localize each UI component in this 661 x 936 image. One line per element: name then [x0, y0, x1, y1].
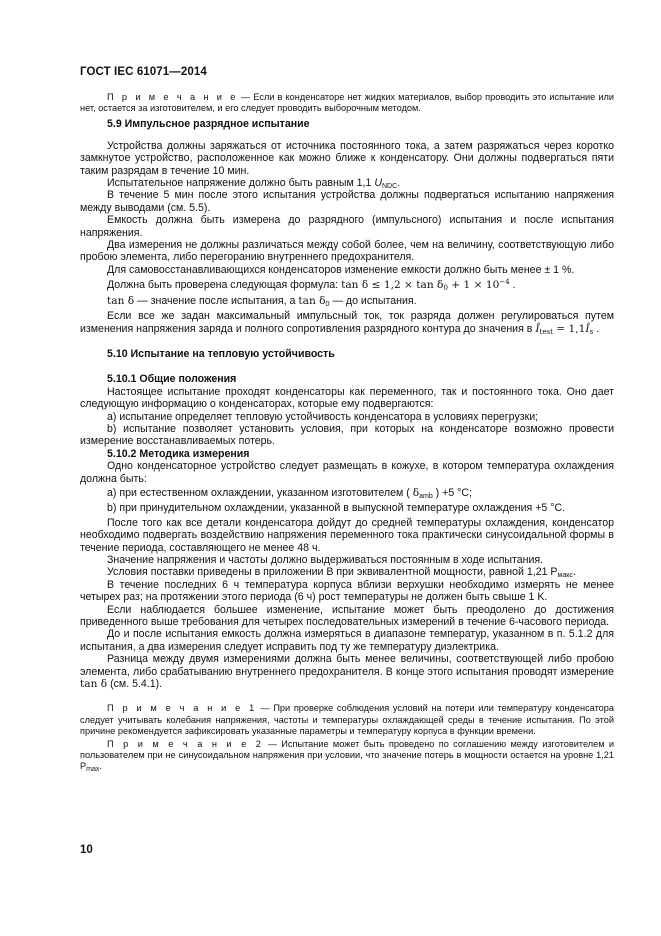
- subsection-5-10-1-title: 5.10.1 Общие положения: [107, 373, 237, 386]
- section-5-9-title: 5.9 Импульсное разрядное испытание: [107, 118, 310, 131]
- s5102-paragraph-6: Если наблюдается большее изменение, испытание может быть преодолено до достижения приведенного выше требования для четырех последовательных измерений в течение 6-часового периода.: [80, 603, 614, 629]
- s5102-paragraph-3: Значение напряжения и частоты должно выдерживаться постоянным в ходе испытания.: [107, 554, 544, 566]
- s59-p9-end: .: [593, 322, 600, 335]
- s59-paragraph-2: [80, 177, 614, 189]
- top-note: [80, 92, 614, 114]
- note-2-text: — Испытание может быть проведено по соглашению между изготовителем и пользователем при не синусоидальном напряжения при условии, что значение потерь в мощности остается на уровне 1,21 P: [80, 739, 614, 772]
- voltage-subscript: NDC: [382, 183, 398, 191]
- current-test-symbol: Î: [535, 322, 540, 335]
- note-1-label: П р и м е ч а н и е 1: [107, 703, 257, 714]
- formula-main: tan δ ≤ 1,2 × tan δ: [341, 279, 444, 292]
- definition-text-1: — значение после испытания, а: [134, 294, 299, 307]
- page-number: 10: [80, 844, 93, 856]
- voltage-symbol: U: [374, 177, 382, 190]
- s5102-item-a: [80, 487, 614, 499]
- p4-text: Условия поставки приведены в приложении В при эквивалентной мощности, равной 1,21 P: [107, 566, 558, 579]
- tan-delta0-subscript: 0: [325, 300, 330, 308]
- current-formula: [535, 323, 593, 335]
- note-1: [80, 703, 614, 737]
- formula-intro: Должна быть проверена следующая формула:: [107, 279, 342, 292]
- subsection-5-10-2-title: 5.10.2 Методика измерения: [107, 447, 250, 460]
- p4-subscript: макс: [557, 572, 573, 580]
- s59-paragraph-4: Емкость должна быть измерена до разрядного (импульсного) испытания и после испытания напряжения.: [80, 214, 614, 239]
- item-a-text: а) при естественном охлаждении, указанном изготовителем (: [107, 486, 413, 499]
- tan-delta-ref: tan δ: [80, 678, 108, 691]
- p4-end: .: [572, 566, 576, 579]
- s5102-paragraph-5: В течение последних 6 ч температура корпуса вблизи верхушки необходимо измерять не менее четырех раз; на протяжении этого периода (6 ч) рост температуры не должен быть свыше 1 K.: [80, 578, 614, 604]
- s59-formula-line: [80, 279, 614, 291]
- definition-text-2: — до испытания.: [329, 294, 417, 307]
- s59-p2-text: Испытательное напряжение должно быть равным 1,1: [107, 177, 375, 190]
- tan-delta0-symbol: tan δ: [298, 294, 326, 307]
- item-a-end: ) +5 °С;: [432, 486, 472, 499]
- current-s-symbol: Î: [585, 322, 590, 335]
- s59-paragraph-1: Устройства должны заряжаться от источника постоянного тока, а затем разряжаться через коротко замкнутое устройство, расположенное как можно ближе к конденсатору. Они должны подвергаться пяти таким разрядам в течение 10 мин.: [80, 139, 614, 177]
- s5102-paragraph-7: До и после испытания емкость должна измеряться в диапазоне температур, указанном в п. 5.1.2 для испытания, а два измерения следует исправить под ту же температуру диэлектрика.: [80, 628, 614, 653]
- s59-p2-end: .: [397, 177, 401, 190]
- s59-p9-text: Если все же задан максимальный импульсный ток, ток разряда должен регулироваться путем изменения напряжения заряда и полного сопротивления разрядного контура до значения в: [80, 310, 614, 335]
- s5102-paragraph-4: [80, 566, 614, 578]
- s59-paragraph-3: В течение 5 мин после этого испытания устройства должны подвергаться испытанию напряжения между выводами (см. 5.5).: [80, 189, 614, 214]
- tan-delta-symbol: tan δ: [107, 294, 135, 307]
- note-2-end: .: [99, 761, 102, 772]
- note-2-subscript: max: [86, 766, 100, 774]
- standard-header: ГОСТ IEC 61071—2014: [80, 66, 207, 78]
- s59-paragraph-5: Два измерения не должны различаться между собой более, чем на величину, соответствующую либо пробою элемента, либо перегоранию внутреннего предохранителя.: [80, 239, 614, 264]
- p8-text: Разница между двумя измерениями должна быть менее величины, соответствующей либо пробою элемента, либо срабатыванию внутреннего предохранителя. В конце этого испытания проводят измерение: [80, 653, 614, 678]
- note-2-label: П р и м е ч а н и е 2: [107, 739, 264, 750]
- section-5-10-title: 5.10 Испытание на тепловую устойчивость: [107, 347, 335, 360]
- formula-sub: 0: [443, 284, 448, 293]
- s5101-paragraph-1: Настоящее испытание проходят конденсаторы как переменного, так и постоянного тока. Оно дает следующую информацию о конденсаторах, которые ему подвергаются:: [80, 385, 614, 411]
- note-1-text: — При проверке соблюдения условий на потери или температуру конденсатора следует учитывать колебания напряжения, частоты и температуры охлаждающей среды в течение испытания. По этой причине рекомендуется зафиксировать указанные параметры и температуру корпуса в функции времени.: [80, 703, 615, 736]
- s5101-item-a: а) испытание определяет тепловую устойчивость конденсатора в условиях перегрузки;: [107, 410, 539, 423]
- tan-delta-formula: [341, 279, 510, 291]
- delta-amb-subscript: amb: [419, 492, 433, 500]
- s59-paragraph-9: [80, 310, 614, 335]
- s5102-paragraph-2: После того как все детали конденсатора дойдут до средней температуры охлаждения, конденсатор необходимо подвергать воздействию напряжения переменного тока практически синусоидальной формы в течение периода, составляющего не менее 48 ч.: [80, 516, 614, 554]
- p8-end: (см. 5.4.1).: [107, 678, 163, 691]
- current-equals: = 1,1: [552, 322, 586, 335]
- s5101-item-b: b) испытание позволяет установить условия, при которых на конденсаторе возможно провести измерение восстанавливаемых потерь.: [80, 422, 614, 448]
- note-2: [80, 739, 614, 773]
- note-text: — Если в конденсаторе нет жидких материалов, выбор проводить это испытание или нет, остается за изготовителем, и его следует проводить выборочным методом.: [80, 92, 614, 114]
- formula-tail: + 1 × 10: [447, 279, 500, 292]
- current-test-subscript: test: [539, 327, 553, 336]
- formula-end: .: [509, 279, 516, 292]
- s59-definition-line: [80, 295, 614, 307]
- formula-sup: −4: [499, 278, 510, 287]
- note-label: П р и м е ч а н и е: [107, 92, 238, 102]
- delta-amb-symbol: δ: [412, 486, 420, 499]
- s59-paragraph-6: Для самовосстанавливающихся конденсаторов изменение емкости должно быть менее ± 1 %.: [107, 263, 575, 276]
- s5102-item-b: b) при принудительном охлаждении, указанной в выпускной температуре охлаждения +5 °С.: [107, 502, 566, 515]
- s5102-paragraph-8: [80, 653, 614, 690]
- current-s-subscript: s: [589, 327, 594, 336]
- page-content: [80, 92, 614, 773]
- s5102-paragraph-1: Одно конденсаторное устройство следует размещать в кожухе, в котором температура охлаждения должна быть:: [80, 460, 614, 485]
